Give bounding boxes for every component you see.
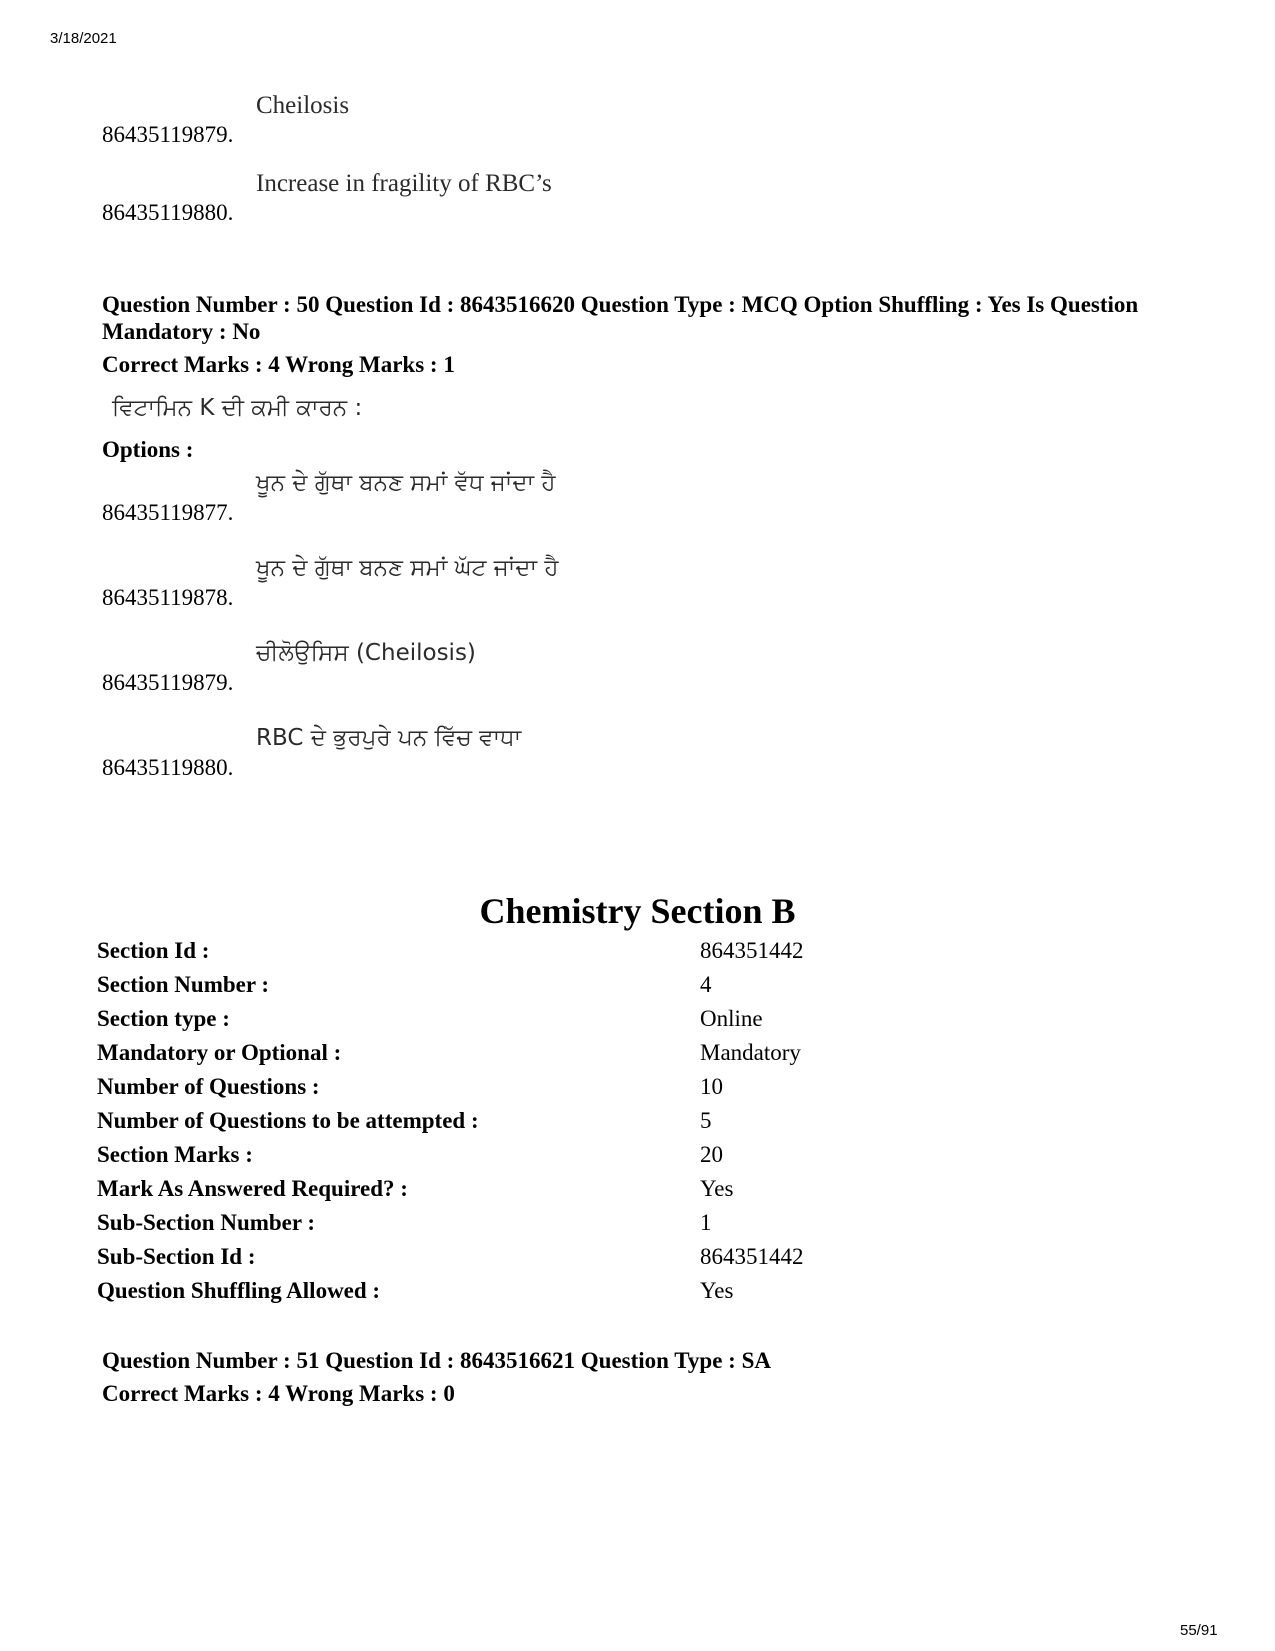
section-info-label: Section Marks : (97, 1142, 253, 1167)
section-info-row (97, 1278, 997, 1312)
option-id: 86435119877. (102, 500, 234, 525)
option-row (102, 92, 1102, 152)
section-info-label: Question Shuffling Allowed : (97, 1278, 381, 1303)
option-id: 86435119879. (102, 670, 234, 695)
section-info-row (97, 1210, 997, 1244)
section-info-label: Mandatory or Optional : (97, 1040, 342, 1065)
print-date: 3/18/2021 (50, 30, 117, 47)
section-title: Chemistry Section B (479, 891, 796, 931)
option-text: ਖੂਨ ਦੇ ਗੁੱਥਾ ਬਨਣ ਸਮਾਂ ਵੱਧ ਜਾਂਦਾ ਹੈ (256, 470, 556, 496)
section-info-value: 864351442 (700, 1244, 804, 1269)
option-row (102, 170, 1102, 230)
option-text: Cheilosis (256, 92, 350, 119)
section-info-row (97, 1244, 997, 1278)
section-info-value: 4 (700, 972, 712, 997)
option-row (102, 640, 1102, 700)
options-label: Options : (102, 437, 194, 462)
page-number: 55/91 (1180, 1622, 1218, 1639)
section-info-label: Number of Questions : (97, 1074, 320, 1099)
question-marks: Correct Marks : 4 Wrong Marks : 0 (102, 1381, 455, 1406)
option-id: 86435119880. (102, 755, 234, 780)
option-row (102, 555, 1102, 615)
option-row (102, 725, 1102, 785)
section-info-value: 20 (700, 1142, 723, 1167)
question-header: Question Number : 51 Question Id : 8643516621 Question Type : SA (102, 1348, 771, 1373)
section-info-label: Number of Questions to be attempted : (97, 1108, 479, 1133)
question-text: ਵਿਟਾਮਿਨ K ਦੀ ਕਮੀ ਕਾਰਨ : (112, 395, 363, 421)
section-info-row (97, 1142, 997, 1176)
section-info-label: Section Number : (97, 972, 270, 997)
section-info-label: Section type : (97, 1006, 230, 1031)
section-info-row (97, 1176, 997, 1210)
section-info-value: 10 (700, 1074, 723, 1099)
section-info-value: 864351442 (700, 938, 804, 963)
option-row (102, 470, 1102, 530)
option-id: 86435119879. (102, 122, 234, 147)
section-info-value: Yes (700, 1176, 734, 1201)
section-info-value: 5 (700, 1108, 712, 1133)
option-text: Increase in fragility of RBC’s (256, 170, 552, 197)
section-info-value: 1 (700, 1210, 712, 1235)
section-info-row (97, 1108, 997, 1142)
section-info-row (97, 1006, 997, 1040)
section-info-row (97, 938, 997, 972)
question-header: Question Number : 50 Question Id : 8643516620 Question Type : MCQ Option Shuffling : Yes Is Question Mandatory : No (102, 292, 1139, 344)
section-info-value: Yes (700, 1278, 734, 1303)
section-info-row (97, 1074, 997, 1108)
section-info-label: Section Id : (97, 938, 210, 963)
option-text: RBC ਦੇ ਭੁਰਪੁਰੇ ਪਨ ਵਿੱਚ ਵਾਧਾ (256, 725, 522, 751)
section-info-label: Mark As Answered Required? : (97, 1176, 408, 1201)
option-text: ਖੂਨ ਦੇ ਗੁੱਥਾ ਬਨਣ ਸਮਾਂ ਘੱਟ ਜਾਂਦਾ ਹੈ (256, 555, 559, 581)
section-info-row (97, 1040, 997, 1074)
option-text: ਚੀਲੋਉਸਿਸ (Cheilosis) (256, 640, 476, 666)
option-id: 86435119878. (102, 585, 234, 610)
section-info-value: Online (700, 1006, 763, 1031)
section-info-row (97, 972, 997, 1006)
section-info-value: Mandatory (700, 1040, 801, 1065)
option-id: 86435119880. (102, 200, 234, 225)
question-marks: Correct Marks : 4 Wrong Marks : 1 (102, 352, 455, 377)
section-info-label: Sub-Section Number : (97, 1210, 316, 1235)
section-info-label: Sub-Section Id : (97, 1244, 256, 1269)
